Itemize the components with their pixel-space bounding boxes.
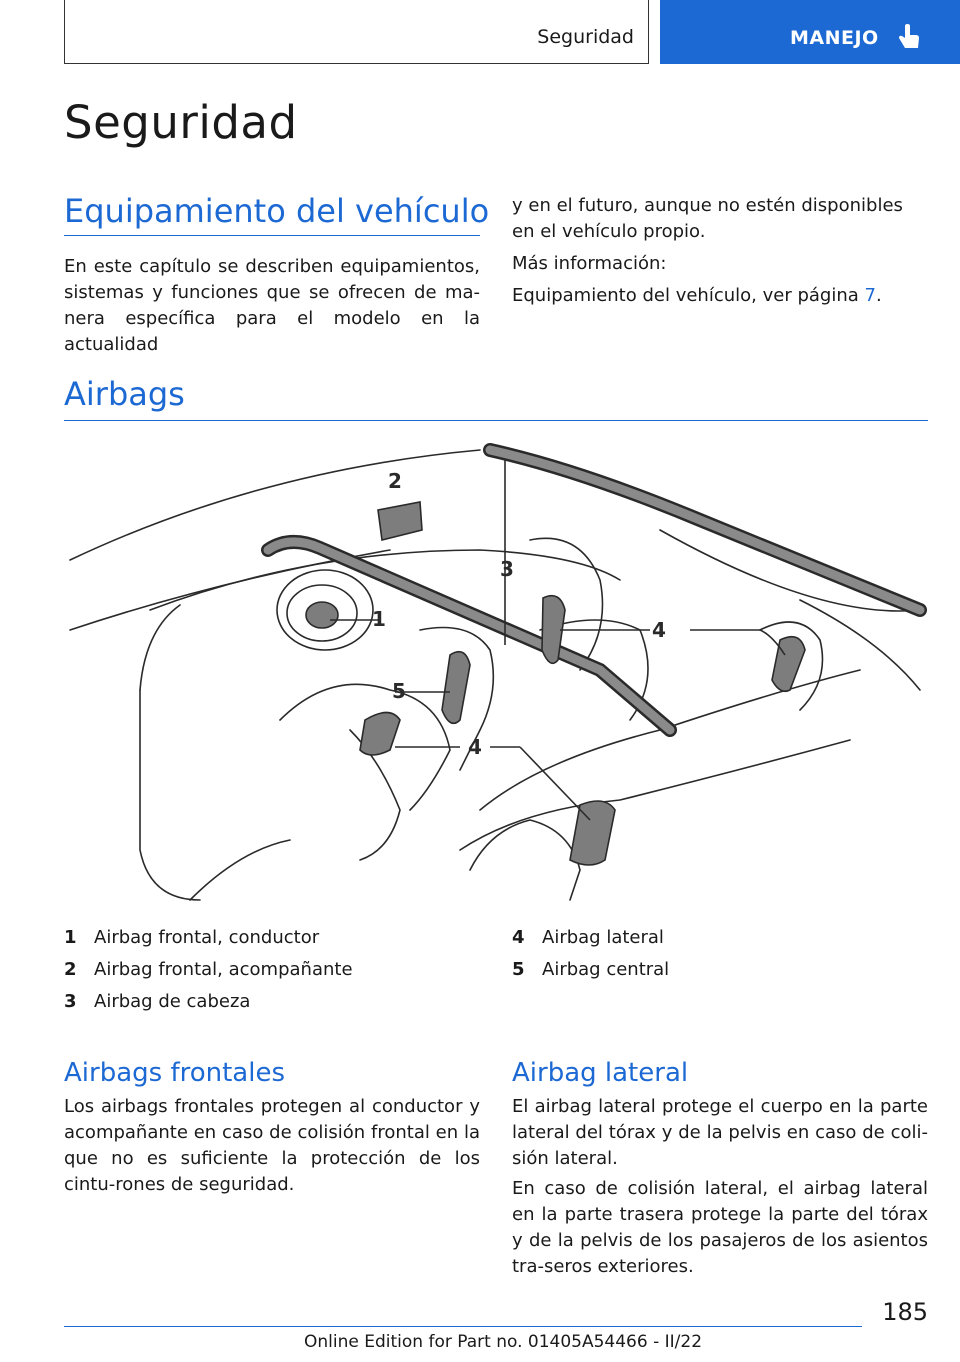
figure-label-2: 2	[388, 469, 402, 493]
legend-num: 5	[512, 959, 525, 980]
hand-pointer-icon	[896, 24, 922, 56]
figure-label-3: 3	[500, 557, 514, 581]
figure-label-5: 5	[392, 679, 406, 703]
lateral-heading: Airbag lateral	[512, 1058, 689, 1088]
legend-item	[64, 986, 353, 1018]
airbags-heading-rule	[64, 420, 928, 421]
airbags-heading: Airbags	[64, 375, 185, 413]
header-section-title: Seguridad	[537, 26, 634, 48]
figure-label-1: 1	[372, 607, 386, 631]
page-reference-text: Equipamiento del vehículo, ver página	[512, 285, 865, 306]
airbag-figure	[60, 430, 930, 924]
lateral-text-2: En caso de colisión lateral, el airbag lateral en la parte trasera protege la parte del tórax y de la pelvis de los pasajeros de los asientos tra-seros exteriores.	[512, 1178, 928, 1277]
lateral-text-1: El airbag lateral protege el cuerpo en la parte lateral del tórax y de la pelvis en caso de coli-sión lateral.	[512, 1096, 928, 1169]
legend-left	[64, 922, 353, 1018]
legend-text: Airbag central	[542, 959, 670, 980]
legend-text: Airbag frontal, acompañante	[94, 959, 353, 980]
header-tab-label: MANEJO	[790, 27, 879, 49]
legend-num: 3	[64, 991, 77, 1012]
figure-label-4-rear: 4	[652, 618, 666, 642]
legend-text: Airbag frontal, conductor	[94, 927, 320, 948]
legend-item	[64, 922, 353, 954]
frontal-heading: Airbags frontales	[64, 1058, 285, 1088]
legend-item	[64, 954, 353, 986]
equipment-heading: Equipamiento del vehículo	[64, 192, 490, 230]
page-number: 185	[882, 1298, 928, 1326]
page-reference-end: .	[875, 285, 882, 306]
more-info-label: Más información:	[512, 253, 667, 274]
frontal-text: Los airbags frontales protegen al conductor y acompañante en caso de colisión frontal en la que no es suficiente la protección de los cintu-rones de seguridad.	[64, 1096, 480, 1195]
legend-text: Airbag de cabeza	[94, 991, 251, 1012]
footer-edition: Online Edition for Part no. 01405A54466 - II/22	[304, 1332, 703, 1352]
header-tab-manejo[interactable]	[660, 0, 960, 64]
equipment-heading-rule	[64, 235, 480, 236]
figure-label-4-front: 4	[468, 735, 482, 759]
legend-num: 2	[64, 959, 77, 980]
equipment-text-right: y en el futuro, aunque no estén disponibles en el vehículo propio.	[512, 195, 903, 242]
equipment-text-left: En este capítulo se describen equipamientos, sistemas y funciones que se ofrecen de ma-nera específica para el modelo en la actualidad	[64, 256, 480, 355]
page-reference	[512, 283, 882, 309]
legend-item	[512, 954, 669, 986]
footer-rule	[64, 1326, 862, 1327]
page-title: Seguridad	[64, 96, 298, 149]
page-reference-link[interactable]: 7	[864, 285, 876, 306]
legend-num: 4	[512, 927, 525, 948]
legend-text: Airbag lateral	[542, 927, 664, 948]
legend-right	[512, 922, 669, 986]
legend-num: 1	[64, 927, 77, 948]
legend-item	[512, 922, 669, 954]
airbag-diagram	[60, 430, 930, 920]
